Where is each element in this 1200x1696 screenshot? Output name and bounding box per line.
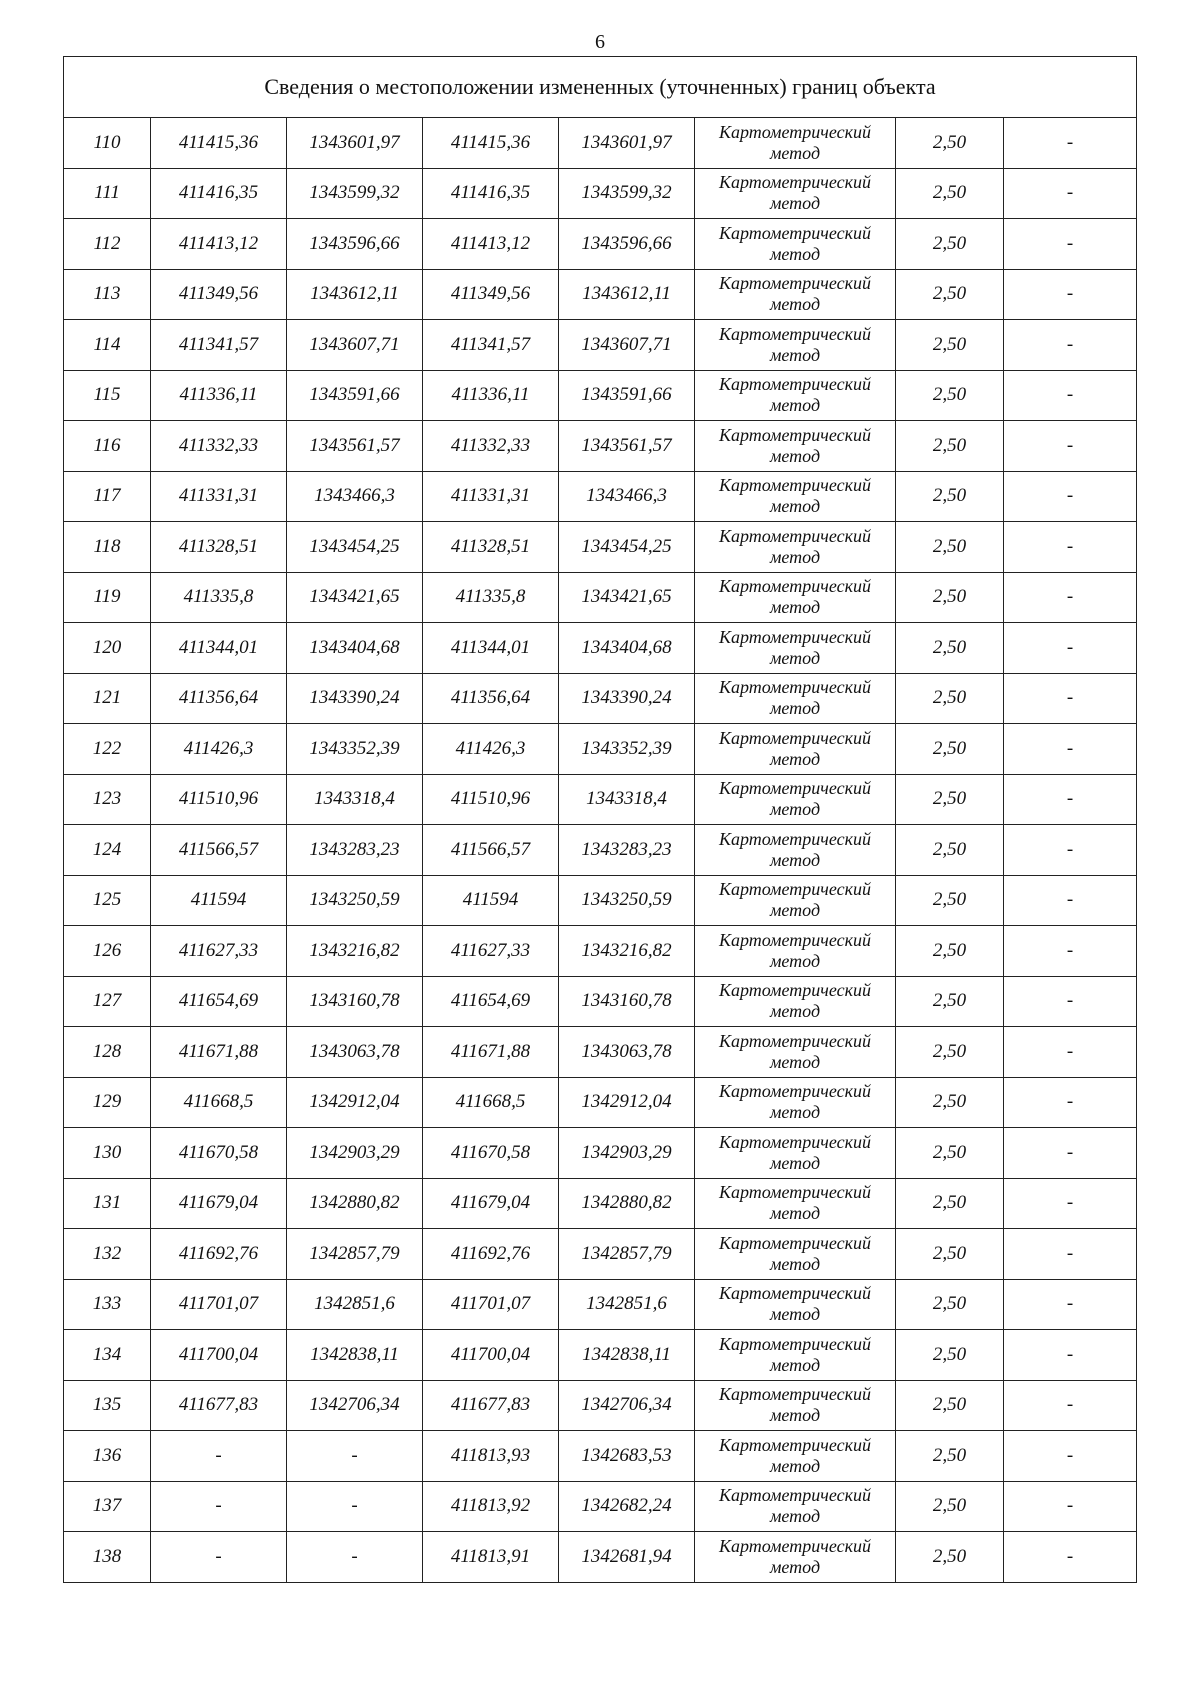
cell-new-x: 411336,11 [423,370,559,421]
cell-existing-y: 1343601,97 [287,118,423,169]
cell-existing-x: 411627,33 [151,926,287,977]
cell-point-number: 119 [64,572,151,623]
cell-new-x: 411415,36 [423,118,559,169]
cell-new-y: 1343466,3 [559,471,695,522]
cell-existing-y: 1343612,11 [287,269,423,320]
cell-new-y: 1342912,04 [559,1077,695,1128]
cell-method: Картометрический метод [695,1128,896,1179]
table-row [64,370,1137,421]
cell-point-number: 110 [64,118,151,169]
cell-description: - [1004,875,1137,926]
cell-method: Картометрический метод [695,1330,896,1381]
cell-new-y: 1343390,24 [559,673,695,724]
cell-accuracy: 2,50 [896,269,1004,320]
cell-description: - [1004,1229,1137,1280]
cell-point-number: 130 [64,1128,151,1179]
cell-accuracy: 2,50 [896,522,1004,573]
cell-existing-y: 1343596,66 [287,219,423,270]
cell-existing-y: 1342912,04 [287,1077,423,1128]
cell-description: - [1004,421,1137,472]
table-title: Сведения о местоположении измененных (уточненных) границ объекта [64,57,1137,118]
table-row [64,926,1137,977]
cell-point-number: 128 [64,1027,151,1078]
cell-new-y: 1343250,59 [559,875,695,926]
cell-existing-x: 411341,57 [151,320,287,371]
cell-new-y: 1343352,39 [559,724,695,775]
cell-new-y: 1343596,66 [559,219,695,270]
cell-description: - [1004,118,1137,169]
cell-new-x: 411594 [423,875,559,926]
cell-new-x: 411677,83 [423,1380,559,1431]
cell-existing-y: 1343591,66 [287,370,423,421]
table-row [64,724,1137,775]
cell-existing-y: 1343599,32 [287,168,423,219]
cell-existing-y: 1342706,34 [287,1380,423,1431]
cell-new-x: 411679,04 [423,1178,559,1229]
cell-existing-y: 1343561,57 [287,421,423,472]
cell-existing-y: 1343454,25 [287,522,423,573]
cell-existing-x: 411426,3 [151,724,287,775]
cell-existing-y: 1343404,68 [287,623,423,674]
cell-accuracy: 2,50 [896,673,1004,724]
cell-accuracy: 2,50 [896,825,1004,876]
cell-new-y: 1343601,97 [559,118,695,169]
table-row [64,168,1137,219]
cell-new-x: 411654,69 [423,976,559,1027]
cell-new-y: 1342903,29 [559,1128,695,1179]
table-row [64,673,1137,724]
table-row [64,1279,1137,1330]
cell-accuracy: 2,50 [896,1229,1004,1280]
table-row [64,522,1137,573]
cell-existing-x: 411700,04 [151,1330,287,1381]
cell-existing-y: 1343160,78 [287,976,423,1027]
table-row [64,825,1137,876]
cell-accuracy: 2,50 [896,1532,1004,1583]
cell-description: - [1004,926,1137,977]
table-row [64,1330,1137,1381]
cell-new-y: 1342706,34 [559,1380,695,1431]
cell-new-y: 1343599,32 [559,168,695,219]
cell-point-number: 133 [64,1279,151,1330]
cell-new-y: 1343607,71 [559,320,695,371]
boundary-coordinates-table [63,56,1137,1583]
cell-point-number: 135 [64,1380,151,1431]
cell-point-number: 113 [64,269,151,320]
cell-existing-y: 1342903,29 [287,1128,423,1179]
cell-new-x: 411668,5 [423,1077,559,1128]
cell-accuracy: 2,50 [896,370,1004,421]
cell-new-x: 411692,76 [423,1229,559,1280]
cell-accuracy: 2,50 [896,1380,1004,1431]
cell-accuracy: 2,50 [896,1178,1004,1229]
cell-point-number: 131 [64,1178,151,1229]
cell-method: Картометрический метод [695,572,896,623]
cell-method: Картометрический метод [695,875,896,926]
cell-point-number: 111 [64,168,151,219]
cell-new-x: 411627,33 [423,926,559,977]
cell-existing-y: 1343421,65 [287,572,423,623]
cell-method: Картометрический метод [695,219,896,270]
cell-method: Картометрический метод [695,522,896,573]
cell-point-number: 115 [64,370,151,421]
table-row [64,774,1137,825]
cell-existing-x: 411415,36 [151,118,287,169]
cell-new-x: 411813,92 [423,1481,559,1532]
cell-point-number: 138 [64,1532,151,1583]
page-number: 6 [595,31,605,53]
table-row [64,623,1137,674]
cell-existing-x: 411679,04 [151,1178,287,1229]
cell-accuracy: 2,50 [896,926,1004,977]
cell-method: Картометрический метод [695,269,896,320]
cell-point-number: 126 [64,926,151,977]
cell-accuracy: 2,50 [896,1027,1004,1078]
cell-new-x: 411510,96 [423,774,559,825]
cell-description: - [1004,825,1137,876]
cell-existing-y: - [287,1532,423,1583]
cell-method: Картометрический метод [695,1380,896,1431]
cell-new-y: 1343318,4 [559,774,695,825]
table-row [64,875,1137,926]
table-row [64,1532,1137,1583]
cell-new-y: 1343404,68 [559,623,695,674]
cell-point-number: 127 [64,976,151,1027]
table-title-row [64,57,1137,118]
table-row [64,1128,1137,1179]
cell-new-x: 411426,3 [423,724,559,775]
cell-new-x: 411328,51 [423,522,559,573]
cell-existing-x: 411677,83 [151,1380,287,1431]
cell-existing-x: 411671,88 [151,1027,287,1078]
cell-existing-y: 1343318,4 [287,774,423,825]
cell-method: Картометрический метод [695,1027,896,1078]
cell-description: - [1004,1481,1137,1532]
cell-accuracy: 2,50 [896,1330,1004,1381]
cell-new-y: 1343612,11 [559,269,695,320]
table-row [64,1481,1137,1532]
cell-accuracy: 2,50 [896,118,1004,169]
cell-description: - [1004,471,1137,522]
cell-method: Картометрический метод [695,1431,896,1482]
cell-existing-x: 411332,33 [151,421,287,472]
cell-accuracy: 2,50 [896,219,1004,270]
cell-new-y: 1342681,94 [559,1532,695,1583]
cell-accuracy: 2,50 [896,1128,1004,1179]
cell-accuracy: 2,50 [896,1431,1004,1482]
cell-new-y: 1343283,23 [559,825,695,876]
cell-new-y: 1343591,66 [559,370,695,421]
cell-new-y: 1342857,79 [559,1229,695,1280]
cell-point-number: 114 [64,320,151,371]
cell-existing-y: 1342851,6 [287,1279,423,1330]
cell-new-x: 411341,57 [423,320,559,371]
cell-description: - [1004,1027,1137,1078]
cell-new-x: 411349,56 [423,269,559,320]
cell-method: Картометрический метод [695,1481,896,1532]
cell-existing-x: - [151,1481,287,1532]
cell-method: Картометрический метод [695,118,896,169]
cell-existing-y: 1343283,23 [287,825,423,876]
cell-new-x: 411331,31 [423,471,559,522]
cell-new-y: 1342683,53 [559,1431,695,1482]
cell-description: - [1004,1380,1137,1431]
cell-method: Картометрический метод [695,1279,896,1330]
cell-description: - [1004,1128,1137,1179]
cell-point-number: 121 [64,673,151,724]
cell-description: - [1004,724,1137,775]
cell-point-number: 124 [64,825,151,876]
cell-existing-x: 411566,57 [151,825,287,876]
cell-description: - [1004,673,1137,724]
cell-accuracy: 2,50 [896,875,1004,926]
cell-accuracy: 2,50 [896,1481,1004,1532]
cell-point-number: 136 [64,1431,151,1482]
cell-new-x: 411332,33 [423,421,559,472]
cell-method: Картометрический метод [695,1178,896,1229]
cell-description: - [1004,1077,1137,1128]
cell-existing-x: 411701,07 [151,1279,287,1330]
cell-new-x: 411344,01 [423,623,559,674]
cell-point-number: 132 [64,1229,151,1280]
cell-method: Картометрический метод [695,1532,896,1583]
cell-point-number: 125 [64,875,151,926]
table-row [64,269,1137,320]
cell-method: Картометрический метод [695,1077,896,1128]
table-row [64,471,1137,522]
cell-new-x: 411356,64 [423,673,559,724]
cell-description: - [1004,572,1137,623]
cell-existing-x: 411668,5 [151,1077,287,1128]
cell-existing-y: 1343466,3 [287,471,423,522]
table-row [64,1229,1137,1280]
cell-new-x: 411701,07 [423,1279,559,1330]
cell-existing-y: 1343607,71 [287,320,423,371]
cell-existing-x: 411356,64 [151,673,287,724]
cell-point-number: 134 [64,1330,151,1381]
cell-description: - [1004,1330,1137,1381]
cell-point-number: 123 [64,774,151,825]
table-body [64,57,1137,1583]
cell-point-number: 112 [64,219,151,270]
cell-existing-y: 1343216,82 [287,926,423,977]
cell-new-y: 1343160,78 [559,976,695,1027]
cell-new-y: 1342851,6 [559,1279,695,1330]
cell-method: Картометрический метод [695,825,896,876]
cell-accuracy: 2,50 [896,623,1004,674]
cell-existing-x: 411654,69 [151,976,287,1027]
cell-existing-y: - [287,1481,423,1532]
cell-existing-x: - [151,1532,287,1583]
cell-existing-y: 1343352,39 [287,724,423,775]
cell-description: - [1004,269,1137,320]
cell-existing-x: 411328,51 [151,522,287,573]
cell-method: Картометрический метод [695,471,896,522]
cell-existing-x: 411510,96 [151,774,287,825]
table-row [64,1027,1137,1078]
cell-method: Картометрический метод [695,976,896,1027]
cell-new-x: 411813,91 [423,1532,559,1583]
cell-method: Картометрический метод [695,673,896,724]
cell-description: - [1004,1178,1137,1229]
cell-accuracy: 2,50 [896,320,1004,371]
table-row [64,421,1137,472]
cell-new-y: 1342682,24 [559,1481,695,1532]
cell-existing-x: 411344,01 [151,623,287,674]
cell-existing-y: 1342838,11 [287,1330,423,1381]
cell-new-y: 1342838,11 [559,1330,695,1381]
cell-description: - [1004,522,1137,573]
cell-description: - [1004,219,1137,270]
cell-method: Картометрический метод [695,421,896,472]
cell-existing-y: 1342857,79 [287,1229,423,1280]
cell-description: - [1004,1532,1137,1583]
cell-method: Картометрический метод [695,623,896,674]
cell-existing-x: 411670,58 [151,1128,287,1179]
cell-accuracy: 2,50 [896,976,1004,1027]
cell-description: - [1004,168,1137,219]
cell-existing-x: - [151,1431,287,1482]
cell-method: Картометрический метод [695,724,896,775]
cell-description: - [1004,623,1137,674]
cell-accuracy: 2,50 [896,168,1004,219]
cell-existing-x: 411331,31 [151,471,287,522]
cell-description: - [1004,320,1137,371]
cell-existing-x: 411335,8 [151,572,287,623]
cell-method: Картометрический метод [695,1229,896,1280]
cell-accuracy: 2,50 [896,774,1004,825]
table-row [64,1380,1137,1431]
cell-new-x: 411670,58 [423,1128,559,1179]
cell-accuracy: 2,50 [896,421,1004,472]
cell-description: - [1004,1279,1137,1330]
cell-new-x: 411335,8 [423,572,559,623]
cell-new-y: 1343421,65 [559,572,695,623]
cell-accuracy: 2,50 [896,471,1004,522]
cell-new-y: 1342880,82 [559,1178,695,1229]
cell-point-number: 122 [64,724,151,775]
cell-new-x: 411813,93 [423,1431,559,1482]
cell-accuracy: 2,50 [896,1279,1004,1330]
table-row [64,572,1137,623]
cell-point-number: 129 [64,1077,151,1128]
cell-existing-x: 411413,12 [151,219,287,270]
cell-existing-y: 1342880,82 [287,1178,423,1229]
cell-new-x: 411416,35 [423,168,559,219]
table-row [64,1431,1137,1482]
cell-description: - [1004,976,1137,1027]
cell-existing-y: - [287,1431,423,1482]
cell-description: - [1004,1431,1137,1482]
cell-description: - [1004,370,1137,421]
cell-point-number: 120 [64,623,151,674]
table-row [64,118,1137,169]
cell-method: Картометрический метод [695,320,896,371]
cell-method: Картометрический метод [695,774,896,825]
cell-accuracy: 2,50 [896,724,1004,775]
cell-existing-x: 411692,76 [151,1229,287,1280]
cell-new-x: 411671,88 [423,1027,559,1078]
cell-new-x: 411700,04 [423,1330,559,1381]
cell-existing-y: 1343250,59 [287,875,423,926]
cell-accuracy: 2,50 [896,1077,1004,1128]
cell-new-y: 1343454,25 [559,522,695,573]
cell-existing-y: 1343063,78 [287,1027,423,1078]
cell-point-number: 137 [64,1481,151,1532]
cell-existing-x: 411336,11 [151,370,287,421]
cell-existing-x: 411594 [151,875,287,926]
cell-method: Картометрический метод [695,926,896,977]
cell-existing-x: 411349,56 [151,269,287,320]
cell-accuracy: 2,50 [896,572,1004,623]
cell-point-number: 116 [64,421,151,472]
cell-new-x: 411413,12 [423,219,559,270]
cell-point-number: 118 [64,522,151,573]
cell-new-y: 1343561,57 [559,421,695,472]
cell-existing-y: 1343390,24 [287,673,423,724]
table-row [64,219,1137,270]
cell-new-x: 411566,57 [423,825,559,876]
cell-existing-x: 411416,35 [151,168,287,219]
cell-point-number: 117 [64,471,151,522]
table-row [64,320,1137,371]
cell-new-y: 1343216,82 [559,926,695,977]
cell-method: Картометрический метод [695,370,896,421]
cell-method: Картометрический метод [695,168,896,219]
table-row [64,1178,1137,1229]
table-row [64,976,1137,1027]
table-row [64,1077,1137,1128]
cell-new-y: 1343063,78 [559,1027,695,1078]
cell-description: - [1004,774,1137,825]
